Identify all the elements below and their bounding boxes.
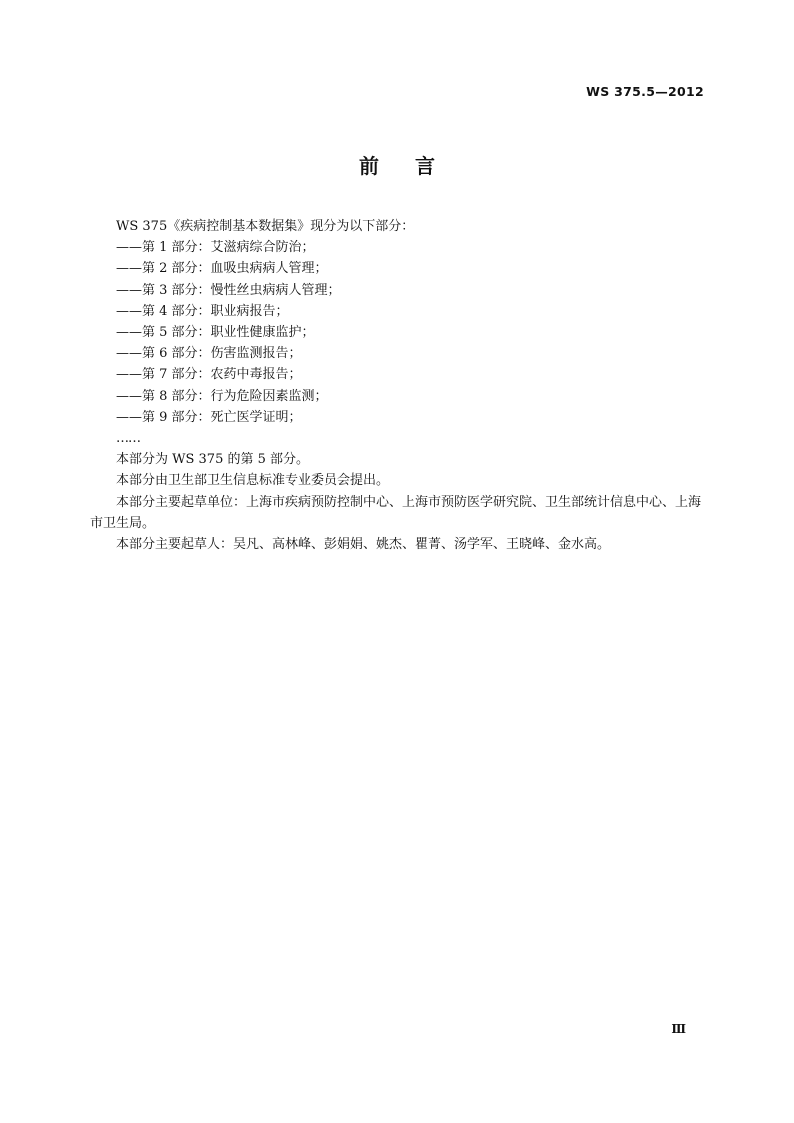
list-item: ——第 9 部分：死亡医学证明； — [116, 409, 302, 425]
paragraph: 本部分主要起草单位：上海市疾病预防控制中心、上海市预防医学研究院、卫生部统计信息中心、上海市卫生局。 — [90, 494, 702, 531]
page-number: Ⅲ — [671, 1022, 686, 1036]
paragraph: 本部分为 WS 375 的第 5 部分。 — [116, 452, 310, 468]
list-ellipsis: …… — [116, 431, 140, 447]
paragraph: 本部分主要起草人：吴凡、高林峰、彭娟娟、姚杰、瞿菁、汤学军、王晓峰、金水高。 — [116, 537, 611, 553]
list-item: ——第 3 部分：慢性丝虫病病人管理； — [116, 282, 341, 298]
list-item: ——第 4 部分：职业病报告； — [116, 303, 289, 319]
paragraph: 本部分由卫生部卫生信息标准专业委员会提出。 — [116, 473, 390, 489]
list-item: ——第 6 部分：伤害监测报告； — [116, 346, 302, 362]
list-item: ——第 8 部分：行为危险因素监测； — [116, 388, 328, 404]
list-item: ——第 2 部分：血吸虫病病人管理； — [116, 261, 328, 277]
list-item: ——第 5 部分：职业性健康监护； — [116, 325, 315, 341]
document-code: WS 375.5—2012 — [586, 84, 704, 99]
page-title: 前言 — [359, 154, 471, 178]
list-item: ——第 1 部分：艾滋病综合防治； — [116, 240, 315, 256]
list-item: ——第 7 部分：农药中毒报告； — [116, 367, 302, 383]
document-body — [90, 216, 706, 555]
intro-paragraph: WS 375《疾病控制基本数据集》现分为以下部分： — [116, 219, 415, 234]
